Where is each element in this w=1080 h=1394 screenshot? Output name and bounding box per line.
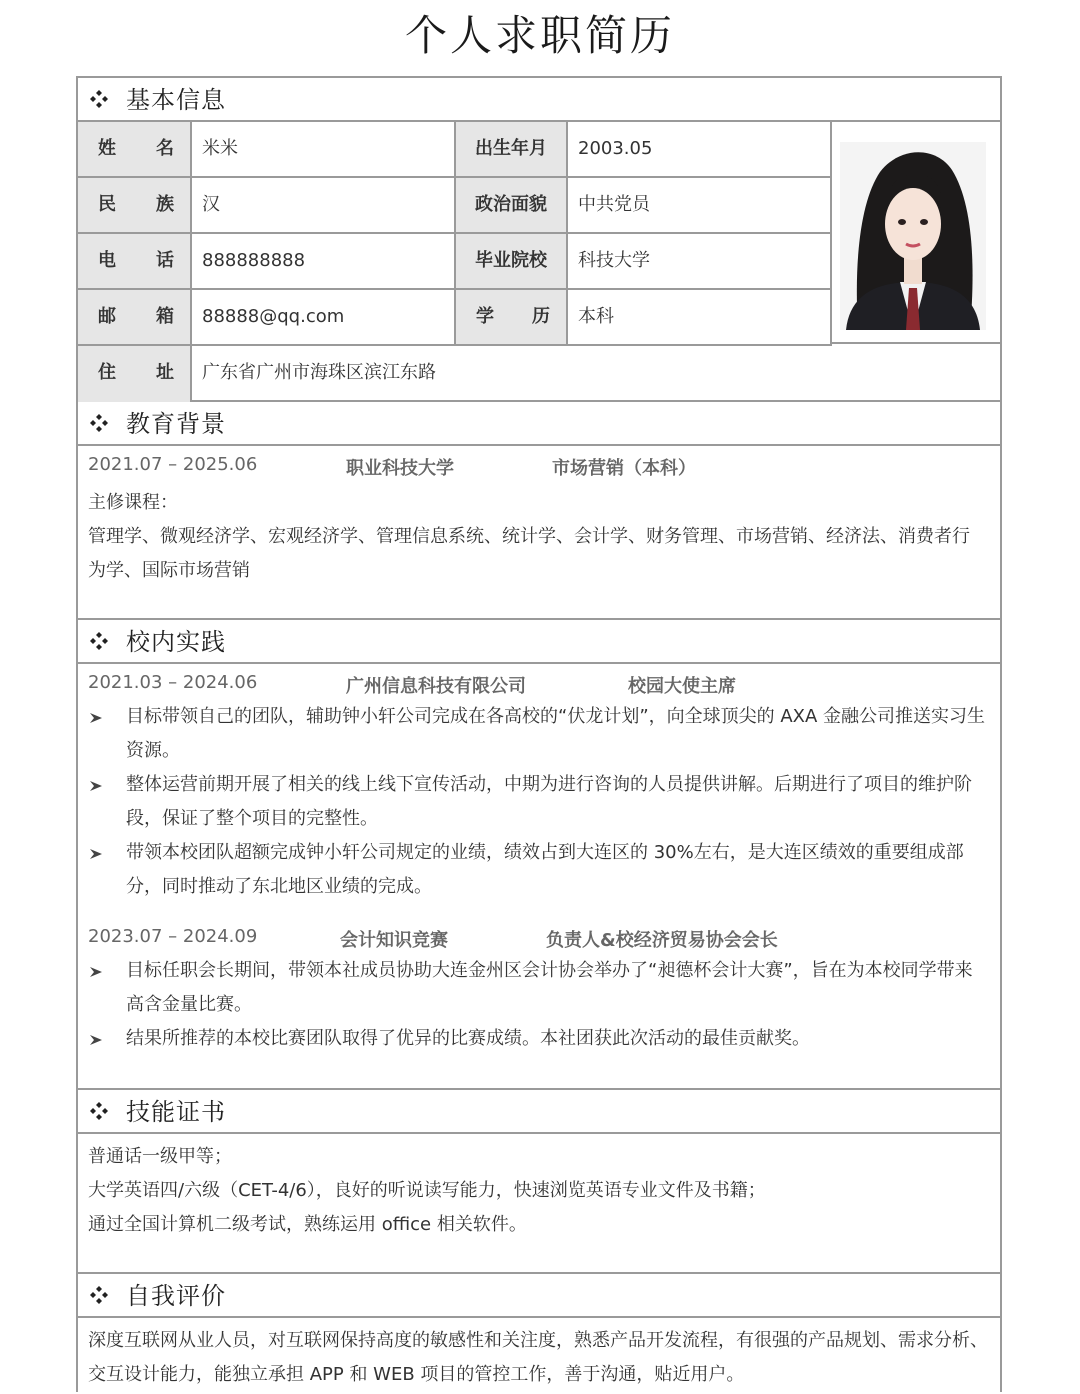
section-header-self (78, 1274, 1000, 1318)
arrow-bullet-icon (88, 964, 104, 980)
exp2-period: 2023.07 – 2024.09 (88, 926, 258, 947)
section-header-campus (78, 620, 1000, 664)
resume-body (76, 76, 1002, 1392)
section-header-basic (78, 78, 1000, 122)
self-eval-line1: 深度互联网从业人员，对互联网保持高度的敏感性和关注度，熟悉产品开发流程，有很强的产品规划、需求分析、 (88, 1330, 988, 1351)
section-title-self: 自我评价 (126, 1282, 226, 1310)
arrow-bullet-icon (88, 710, 104, 726)
value-degree: 本科 (568, 290, 832, 346)
section-title-skills: 技能证书 (126, 1098, 226, 1126)
exp2-bullet2-line1: 结果所推荐的本校比赛团队取得了优异的比赛成绩。本社团获此次活动的最佳贡献奖。 (126, 1028, 810, 1049)
edu-courses-line1: 管理学、微观经济学、宏观经济学、管理信息系统、统计学、会计学、财务管理、市场营销、经济法、消费者行 (88, 526, 970, 547)
diamond-cluster-icon (90, 90, 108, 108)
label-ethnic: 民族 (78, 178, 192, 234)
edu-major: 市场营销（本科） (552, 458, 696, 479)
label-political: 政治面貌 (456, 178, 568, 234)
arrow-bullet-icon (88, 1032, 104, 1048)
section-header-skills (78, 1090, 1000, 1134)
exp2-bullet1-line1: 目标任职会长期间，带领本社成员协助大连金州区会计协会举办了“昶德杯会计大赛”，旨在为本校同学带来 (126, 960, 973, 981)
page-title: 个人求职简历 (404, 11, 675, 60)
exp1-bullet2-line2: 段，保证了整个项目的完整性。 (126, 808, 378, 829)
section-title-campus: 校内实践 (126, 628, 226, 656)
basic-info-grid (78, 122, 1000, 402)
section-title-basic: 基本信息 (126, 86, 226, 114)
exp1-bullet1-line1: 目标带领自己的团队，辅助钟小轩公司完成在各高校的“伏龙计划”，向全球顶尖的 AXA 金融公司推送实习生 (126, 706, 986, 727)
education-box (78, 446, 1000, 620)
arrow-bullet-icon (88, 846, 104, 862)
label-phone: 电话 (78, 234, 192, 290)
exp1-period: 2021.03 – 2024.06 (88, 672, 258, 693)
skills-line3: 通过全国计算机二级考试，熟练运用 office 相关软件。 (88, 1214, 527, 1235)
arrow-bullet-icon (88, 778, 104, 794)
portrait-photo (840, 142, 986, 330)
edu-school: 职业科技大学 (346, 458, 454, 479)
section-header-education (78, 402, 1000, 446)
exp1-org: 广州信息科技有限公司 (346, 676, 526, 697)
skills-line2: 大学英语四/六级（CET-4/6），良好的听说读写能力，快速浏览英语专业文件及书籍； (88, 1180, 766, 1201)
label-birth: 出生年月 (456, 122, 568, 178)
self-eval-line2: 交互设计能力，能独立承担 APP 和 WEB 项目的管控工作，善于沟通，贴近用户。 (88, 1364, 745, 1385)
label-email: 邮箱 (78, 290, 192, 346)
exp2-role: 负责人&校经济贸易协会会长 (546, 930, 778, 951)
exp1-bullet3-line2: 分，同时推动了东北地区业绩的完成。 (126, 876, 432, 897)
value-name: 米米 (192, 122, 456, 178)
value-school: 科技大学 (568, 234, 832, 290)
photo-cell (832, 122, 1000, 344)
value-address: 广东省广州市海珠区滨江东路 (202, 362, 436, 383)
exp1-bullet3-line1: 带领本校团队超额完成钟小轩公司规定的业绩，绩效占到大连区的 30%左右，是大连区绩效的重要组成部 (126, 842, 964, 863)
exp1-bullet2-line1: 整体运营前期开展了相关的线上线下宣传活动，中期为进行咨询的人员提供讲解。后期进行了项目的维护阶 (126, 774, 972, 795)
exp1-role: 校园大使主席 (628, 676, 736, 697)
exp2-org: 会计知识竞赛 (340, 930, 448, 951)
value-ethnic: 汉 (192, 178, 456, 234)
diamond-cluster-icon (90, 1286, 108, 1304)
edu-period: 2021.07 – 2025.06 (88, 454, 258, 475)
campus-box (78, 664, 1000, 1090)
value-email: 88888@qq.com (192, 290, 456, 346)
section-title-education: 教育背景 (126, 410, 226, 438)
label-address: 住址 (78, 346, 192, 402)
exp2-bullet1-line2: 高含金量比赛。 (126, 994, 252, 1015)
label-degree: 学历 (456, 290, 568, 346)
value-political: 中共党员 (568, 178, 832, 234)
self-eval-box (78, 1318, 1000, 1394)
label-school: 毕业院校 (456, 234, 568, 290)
edu-courses-label: 主修课程： (88, 492, 178, 513)
value-birth: 2003.05 (568, 122, 832, 178)
skills-line1: 普通话一级甲等； (88, 1146, 232, 1167)
diamond-cluster-icon (90, 632, 108, 650)
diamond-cluster-icon (90, 414, 108, 432)
diamond-cluster-icon (90, 1102, 108, 1120)
label-name: 姓名 (78, 122, 192, 178)
skills-box (78, 1134, 1000, 1274)
exp1-bullet1-line2: 资源。 (126, 740, 180, 761)
value-phone: 888888888 (192, 234, 456, 290)
edu-courses-line2: 为学、国际市场营销 (88, 560, 250, 581)
